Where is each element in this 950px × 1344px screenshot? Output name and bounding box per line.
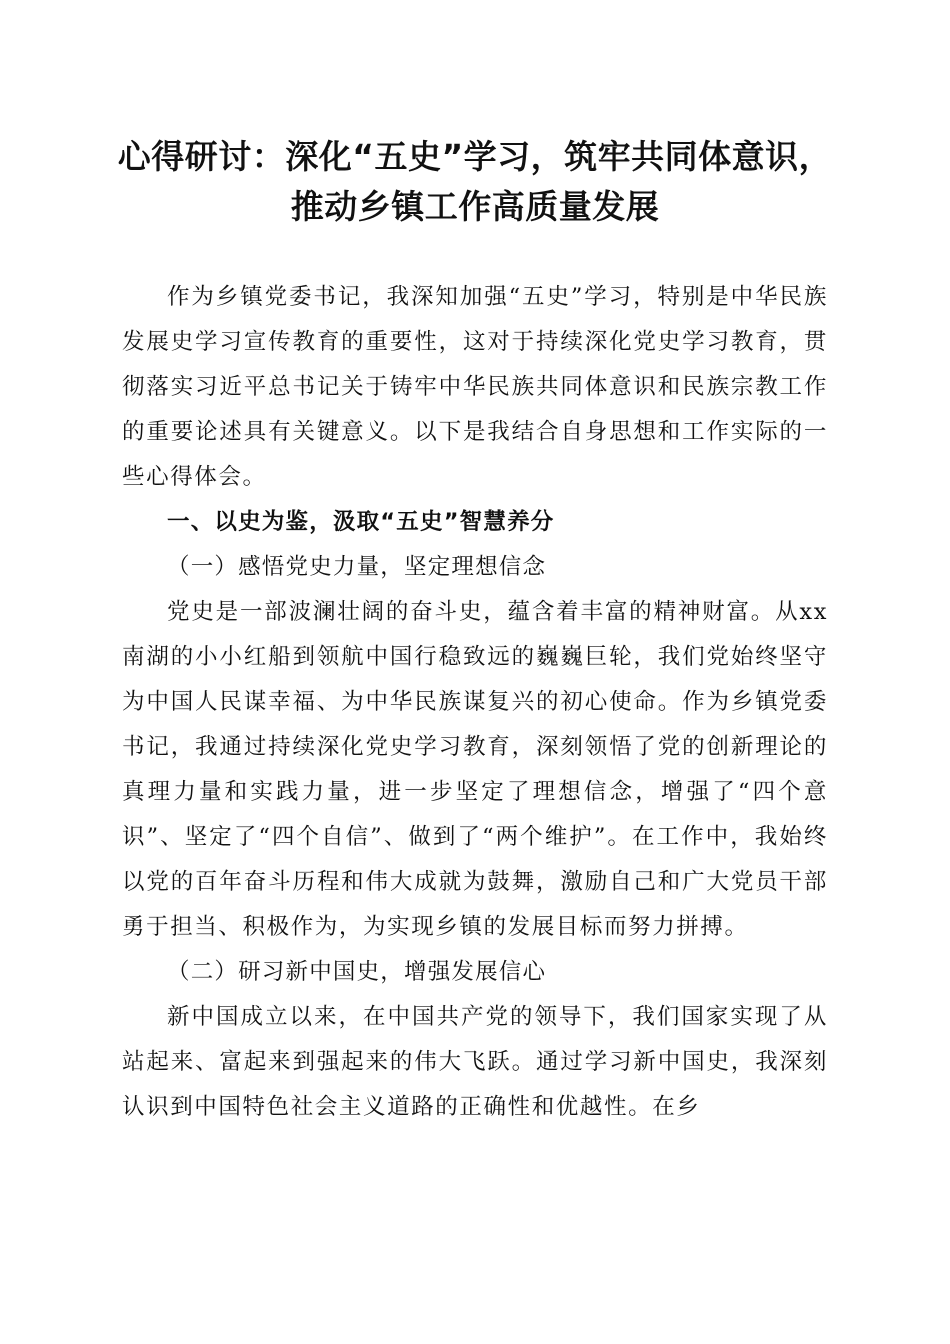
document-body (122, 275, 828, 1130)
subsection-heading-2: （二）研习新中国史，增强发展信心 (167, 959, 547, 985)
body-paragraph: 党史是一部波澜壮阔的奋斗史，蕴含着丰富的精神财富。从xx南湖的小小红船到领航中国行稳致远的巍巍巨轮，我们党始终坚守为中国人民谋幸福、为中华民族谋复兴的初心使命。作为乡镇党委书记，我通过持续深化党史学习教育，深刻领悟了党的创新理论的真理力量和实践力量，进一步坚定了理想信念，增强了“四个意识”、坚定了“四个自信”、做到了“两个维护”。在工作中，我始终以党的百年奋斗历程和伟大成就为鼓舞，激励自己和广大党员干部勇于担当、积极作为，为实现乡镇的发展目标而努力拼搏。 (122, 599, 828, 940)
section-heading-1: 一、以史为鉴，汲取“五史”智慧养分 (167, 509, 555, 535)
intro-paragraph: 作为乡镇党委书记，我深知加强“五史”学习，特别是中华民族发展史学习宣传教育的重要性，这对于持续深化党史学习教育，贯彻落实习近平总书记关于铸牢中华民族共同体意识和民族宗教工作的重要论述具有关键意义。以下是我结合自身思想和工作实际的一些心得体会。 (122, 284, 828, 490)
body-paragraph: 新中国成立以来，在中国共产党的领导下，我们国家实现了从站起来、富起来到强起来的伟大飞跃。通过学习新中国史，我深刻认识到中国特色社会主义道路的正确性和优越性。在乡 (122, 1004, 828, 1120)
subsection-heading-1: （一）感悟党史力量，坚定理想信念 (167, 554, 547, 580)
document-title: 心得研讨：深化“五史”学习，筑牢共同体意识，推动乡镇工作高质量发展 (117, 137, 833, 226)
